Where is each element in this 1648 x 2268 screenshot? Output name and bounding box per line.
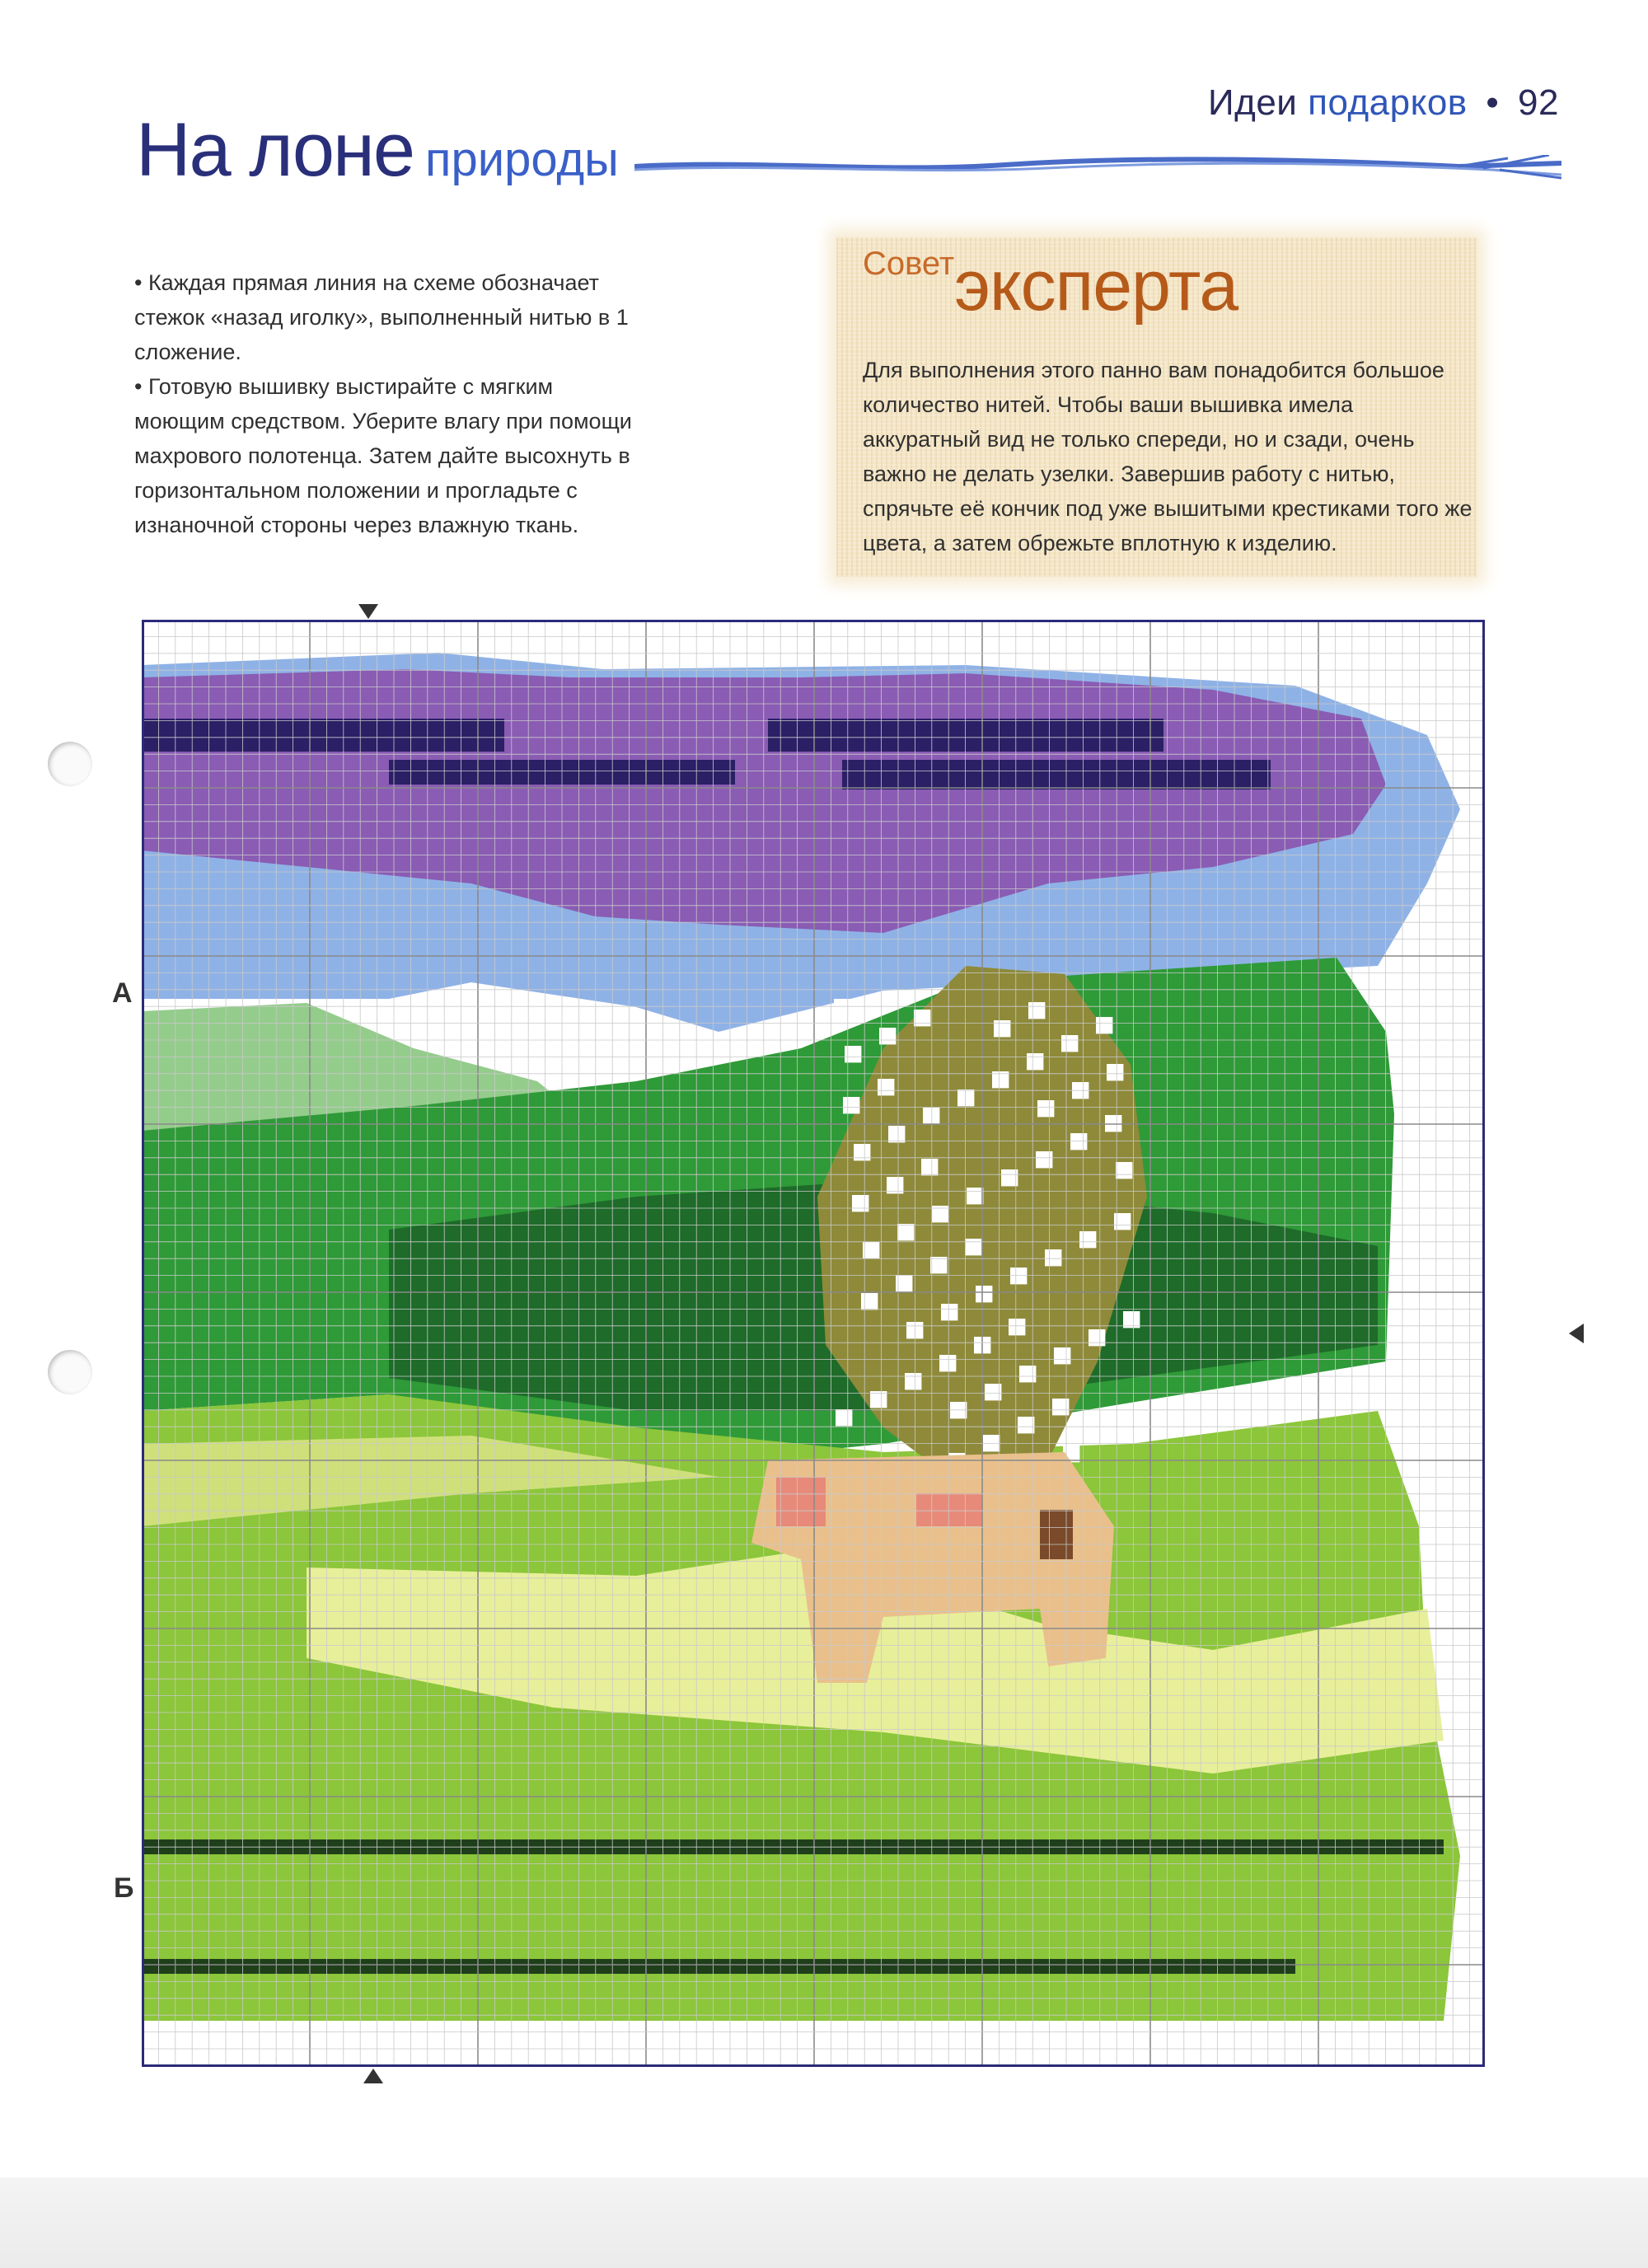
tree-highlight xyxy=(957,1089,974,1106)
page-title xyxy=(136,107,619,194)
tree-highlight xyxy=(879,1028,896,1044)
instructions-list xyxy=(134,265,637,542)
center-marker-top xyxy=(358,604,378,619)
tree-highlight xyxy=(1037,1100,1054,1117)
tree-highlight xyxy=(1001,1169,1018,1186)
tree-highlight xyxy=(1096,1017,1112,1033)
tree-highlight xyxy=(1018,1417,1034,1433)
tree-highlight xyxy=(1054,1347,1070,1364)
expert-tip-text: Для выполнения этого панно вам понадобится большое количество нитей. Чтобы ваши вышивка имела аккуратный вид не только спереди, но и сзади, очень важно не делать узелки. Завершив работу с нитью, спрячьте её кончик под уже вышитыми крестиками того же цвета, а затем обрежьте вплотную к изделию. xyxy=(863,358,1472,555)
tree-highlight xyxy=(863,1242,879,1258)
expert-tip-title xyxy=(863,246,1238,327)
tree-highlight xyxy=(845,1046,861,1062)
pattern-grid xyxy=(142,620,1485,2067)
tree-highlight xyxy=(836,1409,852,1426)
tree-highlight xyxy=(1070,1133,1087,1150)
section-word-gifts: подарков xyxy=(1308,82,1468,123)
thread-decoration xyxy=(634,155,1561,180)
side-label-a: А xyxy=(112,977,133,1009)
cloud-dark-stripe xyxy=(768,719,1163,752)
tree-highlight xyxy=(888,1126,905,1142)
cow-patch xyxy=(1040,1510,1073,1559)
tree-highlight xyxy=(1028,1002,1045,1019)
tree-highlight xyxy=(1009,1319,1025,1335)
tree-highlight xyxy=(1107,1064,1123,1080)
tree-highlight xyxy=(1045,1249,1061,1266)
tree-highlight xyxy=(994,1020,1010,1037)
tree-highlight xyxy=(1019,1366,1036,1382)
page-number: 92 xyxy=(1518,82,1559,123)
center-marker-right xyxy=(1569,1324,1584,1343)
bullet-separator: • xyxy=(1486,82,1500,123)
dark-stitch-row xyxy=(142,1959,1295,1974)
tree-highlight xyxy=(1116,1162,1132,1179)
tree-highlight xyxy=(941,1304,957,1320)
tree-highlight xyxy=(870,1391,887,1408)
tree-highlight xyxy=(967,1188,983,1204)
expert-tip-box xyxy=(836,237,1477,577)
cow-patch xyxy=(776,1477,826,1526)
expert-tip-title-small: Совет xyxy=(863,246,955,282)
cloud-dark-stripe xyxy=(142,719,504,752)
tree-highlight xyxy=(965,1239,981,1255)
tree-highlight xyxy=(1105,1115,1121,1132)
tree-highlight xyxy=(861,1293,878,1310)
instruction-item: • Готовую вышивку выстирайте с мягким моющим средством. Уберите влагу при помощи махрового полотенца. Затем дайте высохнуть в горизонтальном положении и прогладьте с изнаночной стороны через влажную ткань. xyxy=(134,374,632,537)
section-word-ideas: Идеи xyxy=(1208,82,1298,123)
tree-highlight xyxy=(854,1144,870,1160)
tree-highlight xyxy=(921,1159,938,1175)
instruction-item: • Каждая прямая линия на схеме обозначает стежок «назад иголку», выполненный нитью в 1 сложение. xyxy=(134,270,629,364)
cross-stitch-chart xyxy=(142,620,1485,2067)
tree-highlight xyxy=(1027,1053,1043,1070)
tree-highlight xyxy=(843,1097,859,1113)
tree-highlight xyxy=(1123,1311,1140,1328)
tree-highlight xyxy=(897,1224,914,1240)
cloud-dark-stripe xyxy=(842,760,1271,790)
tree-highlight xyxy=(852,1195,868,1211)
tree-highlight xyxy=(923,1108,939,1124)
expert-tip-title-large: эксперта xyxy=(954,246,1238,326)
binder-hole-bottom xyxy=(48,1350,92,1394)
tree-highlight xyxy=(939,1355,956,1371)
tree-highlight xyxy=(834,999,850,1015)
center-marker-bottom xyxy=(363,2069,383,2083)
tree-highlight xyxy=(914,1010,930,1026)
title-part-2: природы xyxy=(425,133,619,186)
binder-hole-top xyxy=(48,742,92,786)
tree-highlight xyxy=(1010,1268,1027,1284)
cow-patch xyxy=(916,1493,982,1526)
tree-highlight xyxy=(930,1257,947,1273)
title-part-1: На лоне xyxy=(136,108,414,192)
tree-highlight xyxy=(1061,1035,1078,1052)
section-header xyxy=(1208,82,1559,124)
tree-highlight xyxy=(1036,1151,1052,1168)
tree-highlight xyxy=(905,1373,921,1389)
page-footer-shadow xyxy=(0,2177,1648,2268)
tree-highlight xyxy=(976,1286,992,1302)
tree-highlight xyxy=(878,1079,894,1095)
tree-highlight xyxy=(1089,1329,1105,1346)
tree-highlight xyxy=(1079,1231,1096,1248)
side-label-b: Б xyxy=(114,1872,134,1904)
